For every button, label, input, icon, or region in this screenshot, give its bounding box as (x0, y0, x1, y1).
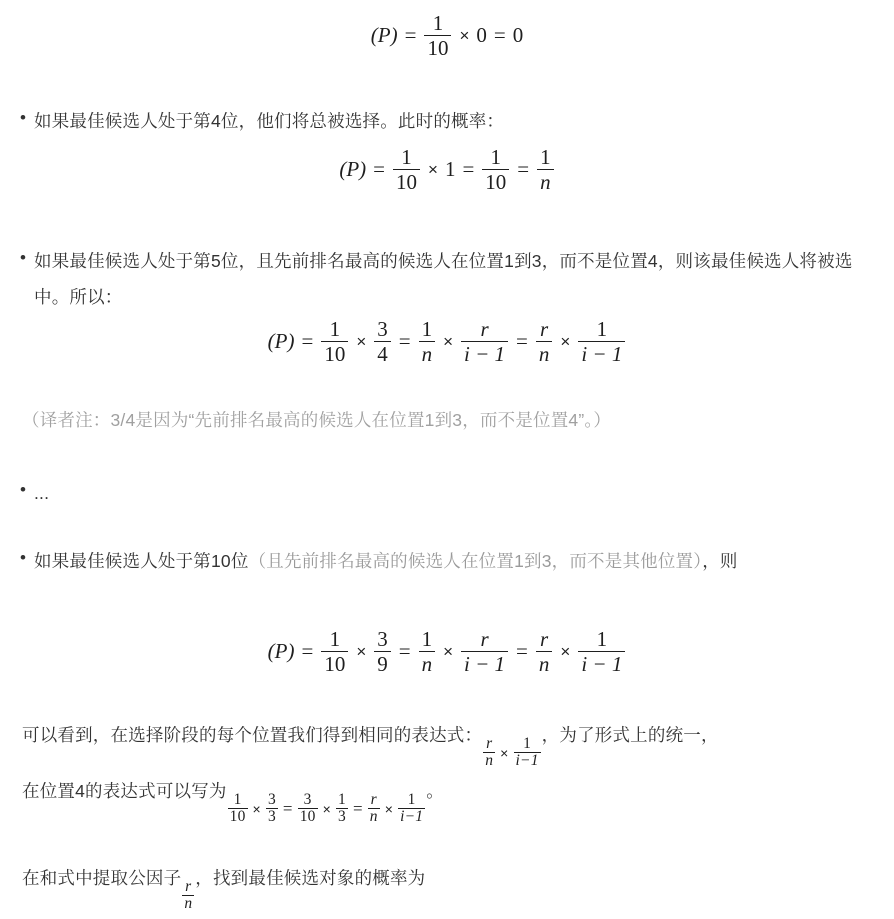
inline-expression-r-over-n (181, 879, 195, 912)
fraction-denominator: 10 (229, 808, 246, 826)
paragraph-text-pre: 可以看到，在选择阶段的每个位置我们得到相同的表达式： (22, 725, 483, 745)
paragraph-summary-line-1 (22, 716, 890, 769)
fraction-r-over-n (368, 792, 380, 825)
bullet-marker: • (20, 480, 26, 499)
math-equals-2: = (352, 799, 363, 819)
fraction-1-over-10 (321, 628, 348, 676)
formula-probability-position-5 (0, 318, 894, 366)
math-expression (268, 628, 627, 676)
list-item-position-4 (20, 103, 860, 139)
math-lhs: (P) (370, 23, 398, 48)
fraction-3-over-4 (374, 318, 391, 366)
math-equals: = (301, 639, 314, 664)
math-equals-3: = (517, 157, 530, 182)
fraction-r-over-n (483, 736, 495, 769)
fraction-denominator: n (419, 341, 436, 365)
fraction-numerator: 1 (596, 317, 608, 341)
fraction-numerator: r (486, 735, 493, 753)
list-item-text: 如果最佳候选人处于第4位，他们将总被选择。此时的概率： (34, 111, 505, 131)
fraction-denominator: n (537, 169, 554, 193)
math-equals-2: = (462, 157, 475, 182)
math-lhs: (P) (267, 639, 295, 664)
fraction-denominator: i − 1 (461, 651, 508, 675)
list-item-text (34, 543, 888, 579)
list-item-line-1: 如果最佳候选人处于第5位，且先前排名最高的候选人在位置1到3，而不是位置4，则该 (34, 251, 711, 271)
fraction-numerator: 3 (303, 791, 312, 809)
paragraph-text-post: ，找到最佳候选对象的概率为 (195, 868, 426, 888)
fraction-numerator: 1 (233, 791, 242, 809)
fraction-numerator: r (540, 627, 549, 651)
list-item-position-10 (20, 543, 888, 579)
paragraph-summary-line-2 (22, 772, 890, 825)
math-equals-2: = (493, 23, 506, 48)
fraction-denominator: n (369, 808, 378, 826)
math-times-2: × (443, 642, 454, 662)
fraction-1-over-i-minus-1 (578, 318, 625, 366)
list-item-segment-parenthetical-end: 置） (675, 551, 703, 571)
fraction-numerator: 1 (421, 627, 433, 651)
fraction-denominator: 10 (393, 169, 420, 193)
fraction-denominator: n (419, 651, 436, 675)
fraction-3-over-3 (266, 792, 278, 825)
math-equals: = (301, 329, 314, 354)
list-item-segment-primary: 如果最佳候选人处于第10位 (34, 551, 249, 571)
math-equals-3: = (516, 639, 528, 664)
list-item-text (34, 243, 886, 315)
fraction-numerator: 1 (540, 145, 551, 169)
fraction-1-over-n (537, 146, 554, 194)
list-item-text: ... (34, 483, 50, 503)
fraction-numerator: r (540, 317, 549, 341)
inline-expression-r-over-n-times-1-over-i-minus-1 (482, 736, 541, 769)
fraction-3-over-9 (374, 628, 391, 676)
fraction-denominator: 3 (337, 808, 346, 826)
list-item-line-2: 最佳候选人将被选中。所以： (34, 251, 853, 307)
math-times-2: × (443, 332, 454, 352)
math-times-3: × (560, 642, 571, 662)
fraction-1-over-i-minus-1 (514, 736, 541, 769)
list-item-ellipsis (20, 475, 320, 511)
fraction-denominator: 10 (424, 35, 451, 59)
formula-probability-position-10 (0, 628, 894, 676)
math-times: × (428, 160, 438, 180)
fraction-denominator: 4 (374, 341, 391, 365)
fraction-1-over-n (419, 318, 436, 366)
fraction-numerator: 1 (401, 145, 412, 169)
math-times-2: × (322, 800, 331, 817)
fraction-r-over-n (536, 318, 553, 366)
fraction-denominator: 3 (267, 808, 276, 826)
inline-expression-position-4-rewrite (227, 792, 427, 825)
fraction-numerator: 3 (267, 791, 276, 809)
bullet-marker: • (20, 248, 26, 267)
fraction-1-over-i-minus-1 (578, 628, 625, 676)
fraction-denominator: n (184, 895, 193, 913)
math-times-3: × (384, 800, 394, 817)
paragraph-text-post: 。 (426, 781, 444, 801)
math-times: × (356, 642, 367, 662)
math-result: 0 (512, 23, 524, 48)
fraction-1-over-10-result (482, 146, 509, 194)
fraction-3-over-10 (298, 792, 318, 825)
math-times-3: × (560, 332, 571, 352)
fraction-denominator: 10 (299, 808, 316, 826)
fraction-numerator: 1 (329, 317, 341, 341)
math-equals-2: = (398, 639, 411, 664)
bullet-marker: • (20, 108, 26, 127)
paragraph-text-post: ，为了形式上的统一， (541, 725, 719, 745)
fraction-denominator: i − 1 (578, 651, 625, 675)
fraction-numerator: 1 (523, 735, 532, 753)
formula-probability-position-4 (0, 146, 894, 194)
paragraph-text-pre: 在位置4的表达式可以写为 (22, 781, 227, 801)
fraction-numerator: 3 (377, 627, 388, 651)
fraction-1-over-3 (336, 792, 348, 825)
fraction-1-over-10 (424, 12, 451, 60)
translator-note: （译者注：3/4是因为“先前排名最高的候选人在位置1到3，而不是位置4”。） (22, 410, 612, 430)
math-equals-3: = (516, 329, 528, 354)
math-times: × (356, 332, 367, 352)
fraction-denominator: 10 (321, 651, 348, 675)
math-factor: 1 (444, 157, 456, 182)
fraction-denominator: n (536, 651, 553, 675)
fraction-numerator: r (370, 791, 377, 809)
formula-probability-zero (0, 12, 894, 60)
math-times: × (459, 26, 470, 46)
fraction-numerator: 1 (421, 317, 433, 341)
fraction-numerator: 3 (377, 317, 388, 341)
math-lhs: (P) (339, 157, 367, 182)
fraction-r-over-n (536, 628, 553, 676)
fraction-numerator: 1 (432, 11, 444, 35)
fraction-denominator: 10 (321, 341, 348, 365)
math-times: × (252, 800, 261, 817)
math-lhs: (P) (267, 329, 295, 354)
fraction-denominator: n (485, 752, 494, 770)
math-equals: = (373, 157, 386, 182)
math-equals-2: = (398, 329, 411, 354)
fraction-denominator: i − 1 (461, 341, 508, 365)
fraction-numerator: 1 (337, 791, 346, 809)
fraction-numerator: 1 (329, 627, 341, 651)
fraction-numerator: r (480, 627, 489, 651)
fraction-numerator: 1 (596, 627, 608, 651)
fraction-r-over-i-minus-1 (461, 318, 508, 366)
fraction-1-over-10 (393, 146, 420, 194)
fraction-1-over-10 (321, 318, 348, 366)
math-equals: = (282, 799, 293, 819)
math-expression (371, 12, 523, 60)
paragraph-text-pre: 在和式中提取公因子 (22, 868, 182, 888)
fraction-numerator: r (185, 878, 192, 896)
fraction-denominator: i−1 (515, 752, 539, 770)
fraction-denominator: 9 (374, 651, 391, 675)
list-item-position-5 (20, 243, 886, 315)
fraction-numerator: 1 (407, 791, 416, 809)
list-item-segment-tail: ，则 (702, 551, 738, 571)
paragraph-final (22, 858, 890, 912)
bullet-marker: • (20, 548, 26, 567)
fraction-denominator: n (536, 341, 553, 365)
fraction-denominator: 10 (482, 169, 509, 193)
list-item-segment-parenthetical: （且先前排名最高的候选人在位置1到3，而不是其他位 (248, 551, 676, 571)
fraction-1-over-10 (228, 792, 248, 825)
fraction-1-over-n (419, 628, 436, 676)
fraction-r-over-n (182, 879, 194, 912)
fraction-numerator: r (480, 317, 489, 341)
math-times: × (500, 744, 509, 761)
fraction-r-over-i-minus-1 (461, 628, 508, 676)
math-equals: = (404, 23, 417, 48)
fraction-denominator: i − 1 (578, 341, 625, 365)
math-expression (339, 146, 554, 194)
fraction-numerator: 1 (490, 145, 502, 169)
math-factor: 0 (476, 23, 487, 48)
fraction-1-over-i-minus-1 (398, 792, 425, 825)
math-expression (268, 318, 627, 366)
fraction-denominator: i−1 (400, 808, 424, 826)
